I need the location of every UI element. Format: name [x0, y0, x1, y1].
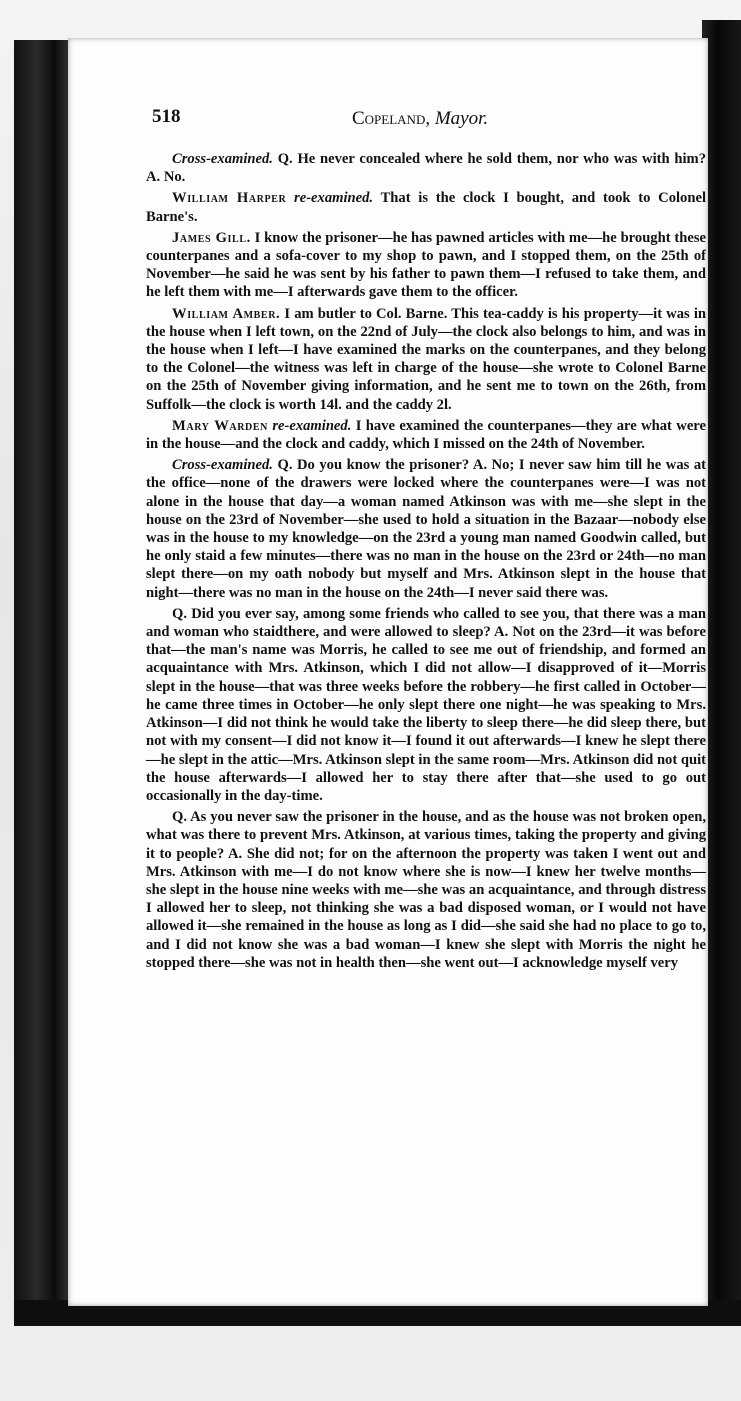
paragraph [146, 189, 706, 225]
paragraph [146, 808, 706, 972]
speaker-name: Mary Warden [172, 417, 268, 434]
paragraph-text: Q. As you never saw the prisoner in the house, and as the house was not broken open, what was there to prevent Mrs. Atkinson, at various times, taking the property and giving it to people? A. She did not; for on the afternoon the property was taken I went out and Mrs. Atkinson with me—I do not know where she is now—I knew her twelve months—she slept in the house nine weeks with me—she was an acquaintance, and through distress I allowed her to sleep, not thinking she was a bad disposed woman, or I would not have allowed it—she remained in the house as long as I did—she said she had no place to go to, and I did not know she was a bad woman—I knew she slept with Morris the night he stopped there—she was not in health then—she went out—I acknowledge myself very [146, 809, 706, 971]
book-spine-left [14, 40, 72, 1310]
paragraph-label: Cross-examined. [172, 151, 273, 167]
paragraph [146, 305, 706, 414]
paragraph-text: I am butler to Col. Barne. This tea-caddy is his property—it was in the house when I left town, on the 22nd of July—the clock also belongs to him, and was in the house when I left—I have examined the marks on the counterpanes, and they belong to the Colonel—the witness was left in charge of the house—she wrote to Colonel Barne on the 25th of November giving information, and he sent me to town on the 26th, from Suffolk—the clock is worth 14l. and the caddy 2l. [146, 305, 706, 413]
paragraph-text: Q. He never concealed where he sold them, nor who was with him? A. No. [146, 151, 706, 186]
paragraph-text: Q. Do you know the prisoner? A. No; I never saw him till he was at the office—none of the drawers were locked where the counterpanes were—I was not alone in the house that day—a woman named Atkinson was with me—she slept in the house on the 23rd of November—she used to hold a situation in the Bazaar—nobody else was in the house to my knowledge—on the 23rd a young man named Goodwin called, but he only staid a few minutes—there was no man in the house on the 23rd or 24th—no man slept there—on my oath nobody but myself and Mrs. Atkinson slept in the house that night—there was no man in the house on the 24th—I never said there was. [146, 457, 706, 601]
body-text [146, 150, 706, 972]
paragraph [146, 417, 706, 453]
paragraph-text: I have examined the counterpanes—they are what were in the house—and the clock and caddy, which I missed on the 24th of November. [146, 417, 706, 453]
paragraph [146, 229, 706, 302]
speaker-name: James Gill. [172, 229, 251, 246]
paragraph [146, 456, 706, 602]
paragraph-text: Q. Did you ever say, among some friends who called to see you, that there was a man and woman who staidthere, and were allowed to sleep? A. Not on the 23rd—it was before that—the man's name was Morris, he called to see me out of friendship, and formed an acquaintance with Mrs. Atkinson, which I did not allow—I disapproved of it—Morris slept in the house—that was three weeks before the robbery—he first called in October—he came three times in October—he only slept there one night—he was speaking to Mrs. Atkinson—I did not think he would take the liberty to sleep there—he did sleep there, but not with my consent—I did not know it—I found it out afterwards—I knew he slept there—he slept in the attic—Mrs. Atkinson slept in the same room—Mrs. Atkinson did not quit the house afterwards—I allowed her to stay there after that—she used to go out occasionally in the day-time. [146, 605, 707, 804]
speaker-name: William Harper [172, 190, 287, 207]
speaker-name: William Amber. [172, 305, 281, 322]
paragraph-label: re-examined. [286, 190, 374, 207]
paragraph-label: re-examined. [267, 417, 352, 434]
paragraph [146, 150, 706, 186]
paragraph-label: Cross-examined. [172, 457, 273, 474]
paragraph-text: I know the prisoner—he has pawned articles with me—he brought these counterpanes and a sofa-cover to my shop to pawn, and I stopped them, on the 25th of November—he said he was sent by his father to pawn them—I refused to take them, and he left them with me—I afterwards gave them to the officer. [146, 229, 707, 301]
running-title-role: Mayor. [434, 108, 489, 129]
paragraph-text: That is the clock I bought, and took to Colonel Barne's. [146, 190, 707, 225]
paragraph [146, 605, 706, 805]
book-page [68, 38, 708, 1306]
running-title [352, 108, 488, 130]
running-title-name: Copeland, [352, 108, 431, 129]
page-number: 518 [152, 106, 181, 127]
